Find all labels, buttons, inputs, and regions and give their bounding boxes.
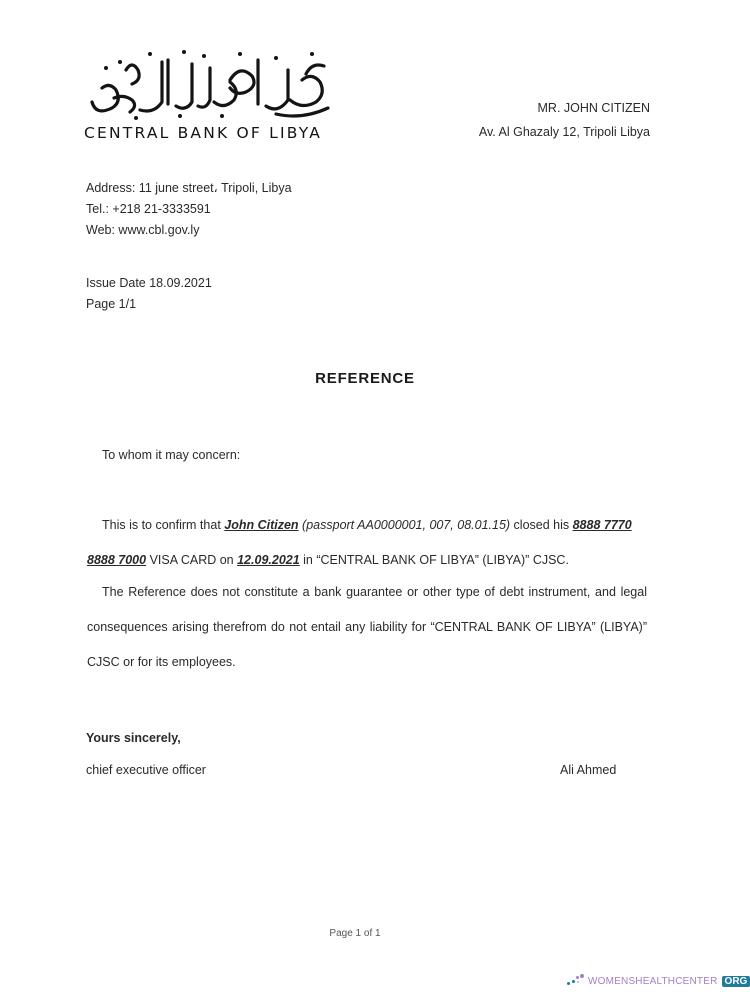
- bank-name-latin: CENTRAL BANK OF LIBYA: [84, 124, 323, 142]
- bank-logo: [80, 40, 340, 145]
- issue-meta: [86, 273, 212, 315]
- bank-website: Web: www.cbl.gov.ly: [86, 223, 200, 237]
- disclaimer-text: The Reference does not constitute a bank guarantee or other type of debt instrument, and legal consequences arising therefrom do not entail any liability for “CENTRAL BANK OF LIBYA” (LIBYA)” CJSC or for its employees.: [87, 585, 647, 669]
- recipient-name: MR. JOHN CITIZEN: [537, 101, 650, 115]
- arabic-calligraphy-logo-icon: [80, 40, 340, 120]
- confirmation-paragraph: [87, 508, 647, 578]
- dots-logo-icon: [566, 974, 586, 988]
- card-number: 8888 7770 8888 7000: [87, 518, 632, 567]
- footer-page-number: Page 1 of 1: [329, 928, 381, 939]
- document-title: REFERENCE: [315, 370, 415, 387]
- bank-address: Address: 11 june street، Tripoli, Libya: [86, 181, 292, 195]
- issue-date: Issue Date 18.09.2021: [86, 276, 212, 290]
- para1-mid: closed his: [510, 518, 573, 532]
- watermark-badge: ORG: [722, 976, 750, 987]
- para1-tail: in “CENTRAL BANK OF LIBYA” (LIBYA)” CJSC.: [299, 553, 569, 567]
- signatory-role: chief executive officer: [86, 763, 206, 777]
- account-holder-name: John Citizen: [224, 518, 299, 532]
- watermark: [566, 974, 750, 988]
- para1-lead: This is to confirm that: [102, 518, 225, 532]
- disclaimer-paragraph: [87, 575, 647, 680]
- recipient-address: Av. Al Ghazaly 12, Tripoli Libya: [478, 125, 650, 139]
- close-date: 12.09.2021: [237, 553, 300, 567]
- signatory-name: Ali Ahmed: [560, 763, 617, 777]
- card-type: VISA CARD on: [146, 553, 238, 567]
- watermark-text: WOMENSHEALTHCENTER: [588, 975, 718, 987]
- page-indicator: Page 1/1: [86, 297, 137, 311]
- salutation: To whom it may concern:: [102, 448, 241, 462]
- recipient-block: [479, 96, 650, 144]
- closing: Yours sincerely,: [86, 731, 181, 745]
- bank-contact-block: [86, 178, 292, 241]
- bank-phone: Tel.: +218 21-3333591: [86, 202, 211, 216]
- passport-details: (passport AA0000001, 007, 08.01.15): [298, 518, 511, 532]
